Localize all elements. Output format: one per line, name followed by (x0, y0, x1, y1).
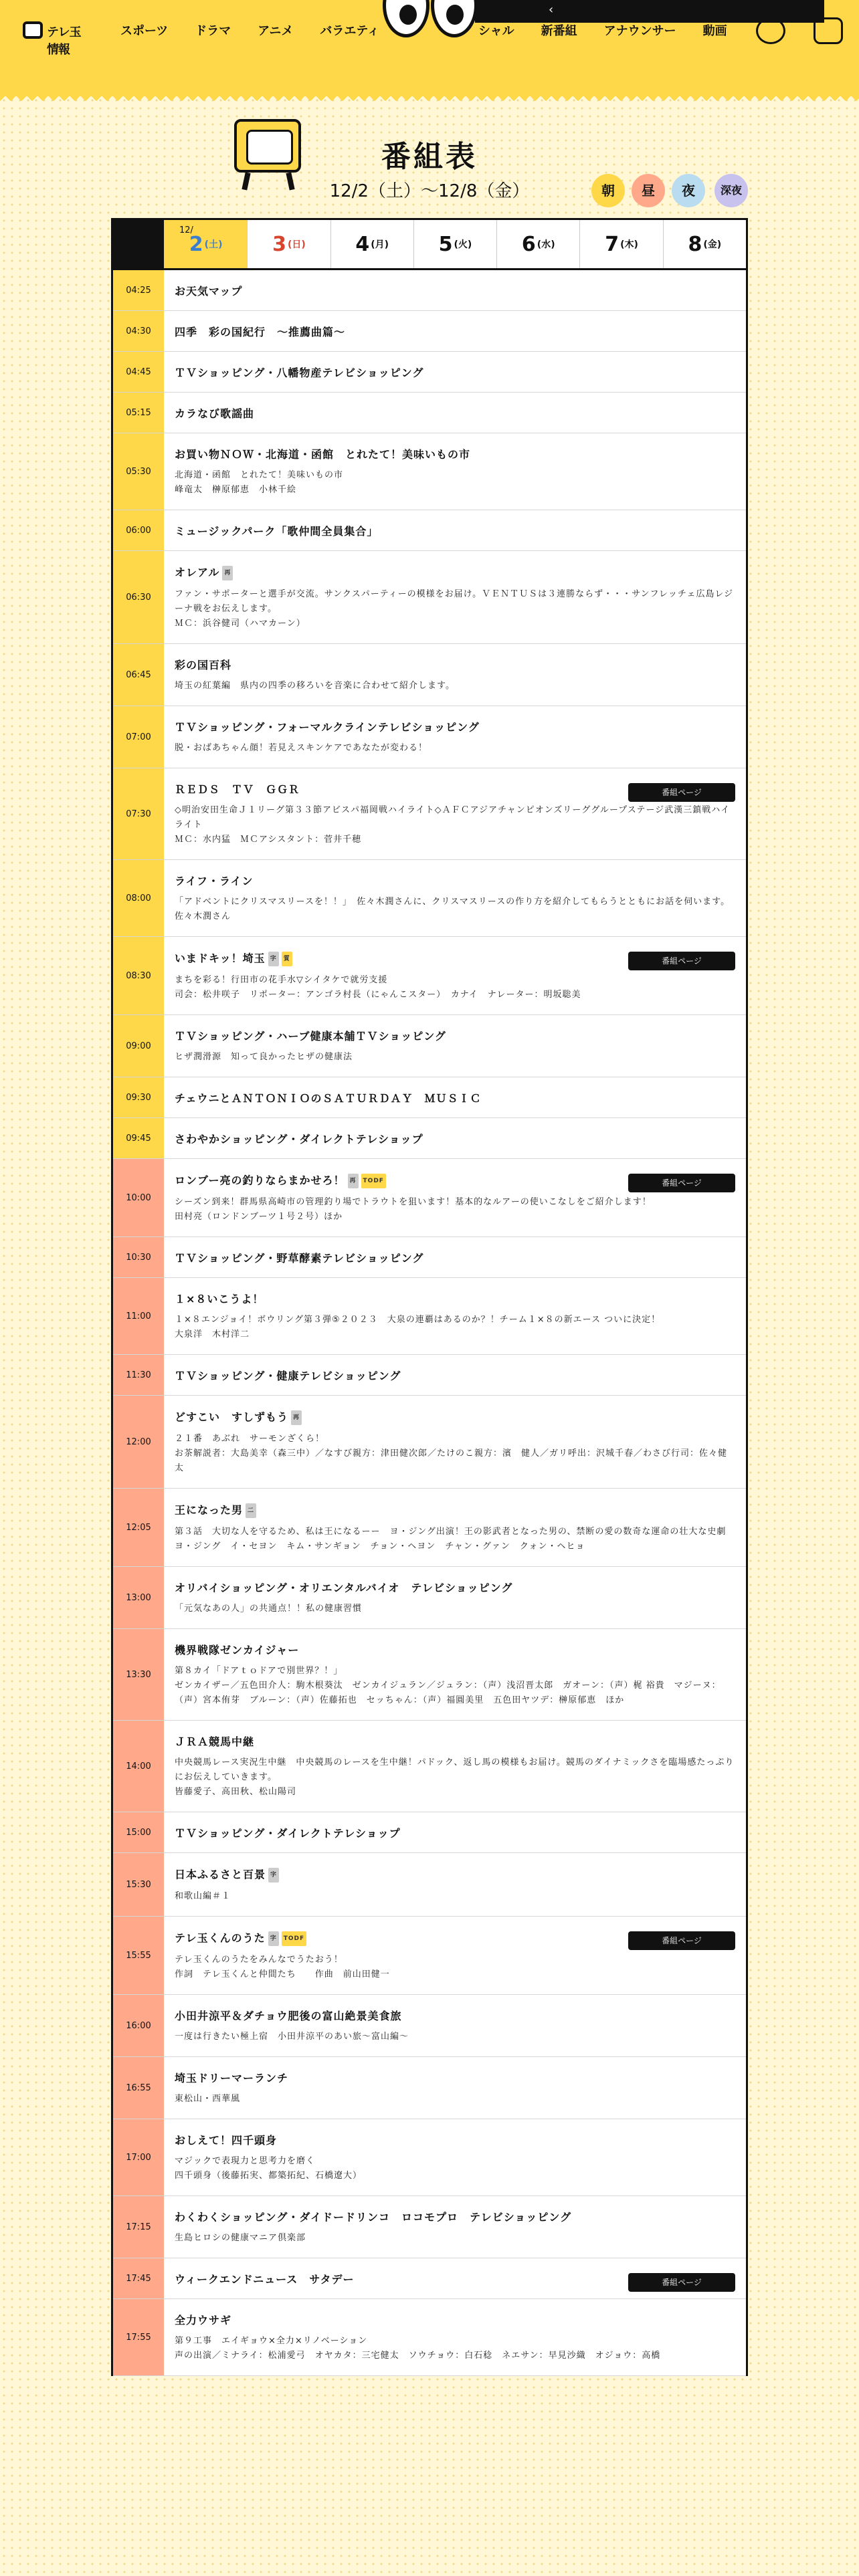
program-time: 04:25 (113, 270, 164, 310)
day-tab-number: 7 (605, 232, 619, 256)
program-title-text: カラなび歌謡曲 (175, 407, 255, 420)
program-row[interactable] (113, 2119, 746, 2196)
program-title[interactable] (175, 1827, 735, 1840)
program-row[interactable] (113, 311, 746, 352)
day-tab-weekday: (火) (454, 239, 472, 250)
program-description (175, 1432, 735, 1476)
title-area (0, 114, 859, 214)
day-tab-weekday: (土) (204, 239, 223, 250)
day-tab-number: 8 (688, 232, 702, 256)
program-row[interactable] (113, 2196, 746, 2258)
day-tab-month: 12/ (179, 225, 193, 235)
program-title[interactable] (175, 1092, 735, 1105)
program-title-text: わくわくショッピング・ダイドードリンコ ロコモプロ テレビショッピング (175, 2211, 572, 2224)
program-title-text: オリバイショッピング・オリエンタルバイオ テレビショッピング (175, 1582, 513, 1594)
program-row[interactable] (113, 1015, 746, 1077)
program-title[interactable] (175, 566, 735, 580)
program-description (175, 587, 735, 631)
program-title-text: １×８いこうよ！ (175, 1293, 264, 1305)
program-time: 15:30 (113, 1853, 164, 1916)
program-description (175, 2231, 735, 2246)
program-title-text: おしえて！四千頭身 (175, 2134, 278, 2147)
program-badge: 再 (222, 566, 233, 580)
day-tab-weekday: (日) (287, 239, 306, 250)
program-description (175, 1313, 735, 1342)
program-row[interactable] (113, 1237, 746, 1278)
program-title-text: どすこい すしずもう (175, 1410, 289, 1424)
program-time: 05:15 (113, 393, 164, 433)
program-title-text: ＴＶショッピング・八幡物産テレビショッピング (175, 366, 424, 379)
day-tab[interactable] (663, 220, 746, 268)
program-description-line: 四千頭身（後藤拓実、都築拓紀、石橋遼大） (175, 2171, 363, 2181)
program-title[interactable] (175, 1370, 735, 1383)
program-row[interactable] (113, 768, 746, 860)
program-title-text: ＴＶショッピング・ダイレクトテレショップ (175, 1827, 401, 1840)
program-info (164, 2119, 746, 2195)
program-row[interactable] (113, 1489, 746, 1567)
program-title-text: いまドキッ！埼玉 (175, 952, 266, 965)
timeband-button[interactable]: 朝 (591, 174, 625, 207)
program-time: 17:55 (113, 2299, 164, 2375)
program-info (164, 393, 746, 433)
program-description-line: ヨ・ジング イ・セヨン キム・サンギョン チョン・ヘヨン チャン・グァン クォン・ヘヒョ (175, 1541, 585, 1551)
program-time: 13:30 (113, 1629, 164, 1720)
program-badge: 字 (268, 1868, 279, 1883)
nav-item[interactable]: バラエティ (320, 24, 379, 38)
program-description-line: 「元気なあの人」の共通点！！私の健康習慣 (175, 1604, 363, 1614)
program-description-line: シーズン到来！群馬県高崎市の管理釣り場でトラウトを狙います！基本的なルアーの使いこなしをご紹介します！ (175, 1197, 652, 1207)
day-tab[interactable] (247, 220, 330, 268)
program-description (175, 1525, 735, 1554)
program-title[interactable] (175, 1133, 735, 1146)
program-description (175, 973, 735, 1002)
program-title-text: お買い物ＮＯＷ・北海道・函館 とれたて！美味いもの市 (175, 448, 471, 461)
program-title[interactable] (175, 525, 735, 538)
program-description (175, 1050, 735, 1065)
program-title-text: 彩の国百科 (175, 659, 232, 671)
program-title[interactable] (175, 448, 735, 461)
program-description-line: 一度は行きたい極上宿 小田井涼平のあい旅〜富山編〜 (175, 2032, 409, 2042)
program-title[interactable] (175, 2134, 735, 2147)
program-page-button[interactable]: 番組ページ (628, 783, 735, 802)
day-tabs (113, 218, 746, 270)
program-row[interactable] (113, 1567, 746, 1629)
program-badge: 再 (291, 1410, 302, 1425)
logo-text: テレ玉情報 (47, 25, 81, 57)
menu-icon[interactable] (814, 17, 843, 44)
program-description-line: 司会：松井咲子 リポーター：アンゴラ村長（にゃんこスター） カナイ ナレーター：明坂聡美 (175, 990, 581, 1000)
program-badge: 質 (282, 952, 292, 966)
program-description-line: ２１番 あぶれ サーモンざくら！ (175, 1434, 325, 1444)
program-title[interactable] (175, 1644, 735, 1657)
program-description (175, 2092, 735, 2107)
program-row[interactable] (113, 1396, 746, 1489)
program-info (164, 1917, 746, 1994)
program-description (175, 1602, 735, 1616)
program-description (175, 1755, 735, 1800)
program-description-line: ◇明治安田生命Ｊ１リーグ第３３節アビスパ福岡戦ハイライト◇ＡＦＣアジアチャンピオンズリーググループステージ武漢三鎮戦ハイライト (175, 805, 731, 830)
day-tab[interactable] (330, 220, 413, 268)
header-zigzag (0, 95, 859, 103)
program-row[interactable] (113, 1159, 746, 1237)
program-title-text: 全力ウサギ (175, 2314, 232, 2327)
program-info (164, 1995, 746, 2056)
site-logo[interactable] (19, 13, 86, 57)
program-badge: 字 (268, 952, 279, 966)
program-info (164, 2057, 746, 2119)
nav-item[interactable]: 新番組 (541, 24, 577, 38)
program-title[interactable] (175, 366, 735, 380)
search-icon[interactable] (756, 17, 785, 44)
program-title-text: 王になった男 (175, 1503, 244, 1517)
program-time: 15:55 (113, 1917, 164, 1994)
program-page-button[interactable]: 番組ページ (628, 1174, 735, 1192)
program-time: 16:55 (113, 2057, 164, 2119)
program-time: 11:30 (113, 1355, 164, 1395)
program-page-button[interactable]: 番組ページ (628, 2273, 735, 2292)
program-row[interactable] (113, 1077, 746, 1118)
program-info (164, 706, 746, 768)
program-title[interactable] (175, 326, 735, 339)
nav-item[interactable]: 動画 (702, 24, 727, 38)
program-description-line: 声の出演／ミナライ：松浦愛弓 オヤカタ：三宅健太 ソウチョウ：白石稔 ネエサン：早見沙織 オジョウ：高橋 (175, 2351, 661, 2361)
program-row[interactable] (113, 2057, 746, 2119)
program-info (164, 352, 746, 392)
program-description (175, 468, 735, 498)
program-description-line: お茶解説者：大島美幸（森三中）／なすび親方：津田健次郎／たけのこ親方：濱 健人／ガリ呼出：沢城千春／わさび行司：佐々健太 (175, 1448, 728, 1473)
program-time: 05:30 (113, 433, 164, 510)
program-info (164, 860, 746, 936)
nav-item[interactable]: アニメ (258, 24, 294, 38)
program-title-text: ＴＶショッピング・ハーブ健康本舗ＴＶショッピング (175, 1030, 446, 1043)
day-tab[interactable] (579, 220, 662, 268)
program-info (164, 270, 746, 310)
program-description (175, 679, 735, 693)
timeband-button[interactable]: 夜 (672, 174, 705, 207)
program-description-line: 峰竜太 榊原郁恵 小林千絵 (175, 485, 297, 495)
program-description-line: 佐々木潤さん (175, 911, 231, 922)
program-title-text: お天気マップ (175, 285, 243, 298)
program-title[interactable] (175, 2211, 735, 2224)
program-row[interactable] (113, 270, 746, 311)
program-description-line: １×８エンジョイ！ボウリング第３弾⑤２０２３ 大泉の連覇はあるのか？！チーム１×８の新エース ついに決定！ (175, 1315, 661, 1325)
program-description (175, 2334, 735, 2363)
program-info (164, 1077, 746, 1117)
day-tab-weekday: (月) (371, 239, 389, 250)
program-title-text: 機界戦隊ゼンカイジャー (175, 1644, 300, 1656)
program-description-line: ファン・サポーターと選手が交流。サンクスパーティーの模様をお届け。ＶＥＮＴＵＳは３連勝ならず・・・サンフレッチェ広島レジーナ戦をお伝えします。 (175, 589, 734, 614)
program-description-line: 田村亮（ロンドンブーツ１号２号）ほか (175, 1212, 343, 1222)
program-info (164, 510, 746, 550)
program-description-line: 埼玉の紅葉編 県内の四季の移ろいを音楽に合わせて紹介します。 (175, 681, 455, 691)
program-description-line: ＭＣ：浜谷健司（ハマカーン） (175, 619, 306, 629)
program-time: 09:45 (113, 1118, 164, 1158)
program-title-text: ウィークエンドニュース サタデー (175, 2273, 355, 2286)
program-title-text: ＪＲＡ競馬中継 (175, 1735, 255, 1748)
program-description-line: ヒザ潤滑源 知って良かったヒザの健康法 (175, 1052, 353, 1062)
program-info (164, 1629, 746, 1720)
program-row[interactable] (113, 510, 746, 551)
program-info (164, 937, 746, 1014)
program-title[interactable] (175, 1252, 735, 1265)
program-time: 17:00 (113, 2119, 164, 2195)
program-row[interactable] (113, 706, 746, 768)
day-tab-weekday: (木) (620, 239, 638, 250)
day-tab[interactable] (164, 220, 247, 268)
program-description (175, 1953, 735, 1982)
program-badge: TODF (361, 1174, 386, 1188)
program-info (164, 1853, 746, 1916)
program-title-text: さわやかショッピング・ダイレクトテレショップ (175, 1133, 423, 1146)
program-time: 17:45 (113, 2258, 164, 2298)
program-title-text: ＴＶショッピング・健康テレビショッピング (175, 1370, 401, 1382)
day-tab-weekday: (金) (703, 239, 722, 250)
program-title[interactable] (175, 721, 735, 734)
program-description-line: 「アドベントにクリスマスリースを！！」 佐々木潤さんに、クリスマスリースの作り方を紹介してもらうとともにお話を伺います。 (175, 897, 731, 907)
program-info (164, 2196, 746, 2258)
program-time: 07:00 (113, 706, 164, 768)
program-description-line: 大泉洋 木村洋二 (175, 1329, 250, 1339)
program-description-line: 第９工事 エイギョウ×全力×リノベーション (175, 2336, 368, 2346)
program-info (164, 433, 746, 510)
program-info (164, 768, 746, 859)
program-description-line: 和歌山編＃１ (175, 1891, 231, 1901)
program-description-line: ゼンカイザー／五色田介人：駒木根葵汰 ゼンカイジュラン／ジュラン：（声）浅沼晋太郎 ガオーン：（声）梶 裕貴 マジーヌ：（声）宮本侑芽 ブルーン：（声）佐藤拓也 セッちゃん：（声）福圓美里 五色田ヤツデ：榊原郁恵 ほか (175, 1681, 721, 1705)
program-title[interactable] (175, 2314, 735, 2327)
program-list (113, 270, 746, 2376)
program-info (164, 551, 746, 643)
program-title-text: ミュージックパーク「歌仲間全員集合」 (175, 525, 379, 538)
program-title[interactable] (175, 1735, 735, 1749)
program-badge: 再 (348, 1174, 359, 1188)
program-time: 17:15 (113, 2196, 164, 2258)
program-info (164, 1355, 746, 1395)
program-title[interactable] (175, 1030, 735, 1043)
program-time: 13:00 (113, 1567, 164, 1628)
program-description (175, 895, 735, 924)
main-nav (107, 23, 393, 40)
program-info (164, 1721, 746, 1812)
program-description-line: 北海道・函館 とれたて！美味いもの市 (175, 470, 344, 480)
program-title-text: 埼玉ドリーマーランチ (175, 2072, 289, 2084)
program-title-text: テレ玉くんのうた (175, 1931, 266, 1945)
program-badge: TODF (282, 1931, 306, 1946)
program-row[interactable] (113, 1355, 746, 1396)
program-title[interactable] (175, 2010, 735, 2023)
program-time: 15:00 (113, 1812, 164, 1852)
program-row[interactable] (113, 937, 746, 1015)
program-title-text: オレアル (175, 566, 220, 579)
program-info (164, 2258, 746, 2298)
program-title[interactable] (175, 2072, 735, 2085)
day-tab-number: 3 (272, 232, 286, 256)
program-info (164, 1015, 746, 1077)
program-info (164, 1159, 746, 1237)
site-header (0, 0, 859, 95)
program-description-line: 皆藤愛子、高田秋、松山陽司 (175, 1787, 297, 1797)
program-row[interactable] (113, 1721, 746, 1812)
program-description (175, 1889, 735, 1904)
program-time: 09:30 (113, 1077, 164, 1117)
program-row[interactable] (113, 1629, 746, 1721)
program-description-line: 東松山・西華風 (175, 2094, 241, 2104)
program-description-line: テレ玉くんのうたをみんなでうたおう！ (175, 1955, 343, 1965)
program-info (164, 1489, 746, 1566)
program-badge: 字 (268, 1931, 279, 1946)
program-page-button[interactable]: 番組ページ (628, 1931, 735, 1950)
program-info (164, 1396, 746, 1488)
program-description-line: 脱・おばあちゃん顔！若見えスキンケアであなたが変わる！ (175, 743, 428, 753)
program-description (175, 2030, 735, 2044)
program-time: 04:45 (113, 352, 164, 392)
page-title: 番組表 (381, 140, 478, 174)
program-row[interactable] (113, 860, 746, 937)
program-row[interactable] (113, 1853, 746, 1917)
nav-item[interactable]: シャル (478, 24, 514, 38)
program-info (164, 1278, 746, 1354)
program-description-line: 第８カイ「ドアｔｏドアで別世界？！」 (175, 1666, 343, 1676)
program-title-text: ライフ・ライン (175, 875, 254, 887)
program-row[interactable] (113, 2299, 746, 2376)
program-time: 06:45 (113, 644, 164, 706)
program-time: 07:30 (113, 768, 164, 859)
nav-item[interactable]: アナウンサー (603, 24, 676, 38)
program-info (164, 1567, 746, 1628)
program-title-text: チェウニとＡＮＴＯＮＩＯのＳＡＴＵＲＤＡＹ ＭＵＳＩＣ (175, 1092, 482, 1105)
day-tab[interactable] (496, 220, 579, 268)
program-row[interactable] (113, 1917, 746, 1995)
program-time: 08:00 (113, 860, 164, 936)
program-time: 14:00 (113, 1721, 164, 1812)
program-row[interactable] (113, 644, 746, 706)
program-row[interactable] (113, 1278, 746, 1355)
day-tab-number: 6 (521, 232, 536, 256)
program-description-line: マジックで表現力と思考力を磨く (175, 2156, 316, 2166)
nav-item[interactable]: ドラマ (195, 24, 231, 38)
program-title-text: ＴＶショッピング・野草酵素テレビショッピング (175, 1252, 424, 1265)
program-description (175, 2154, 735, 2183)
program-time: 10:00 (113, 1159, 164, 1237)
program-description-line: 生島ヒロシの健康マニア倶楽部 (175, 2233, 306, 2243)
day-tab-weekday: (水) (537, 239, 555, 250)
program-title[interactable] (175, 1410, 735, 1425)
program-row[interactable] (113, 2258, 746, 2299)
program-title[interactable] (175, 1868, 735, 1883)
program-time: 10:30 (113, 1237, 164, 1277)
schedule-table (111, 218, 748, 2376)
day-tab-number: 4 (355, 232, 370, 256)
program-title-text: ＴＶショッピング・フォーマルクラインテレビショッピング (175, 721, 480, 734)
program-row[interactable] (113, 352, 746, 393)
program-row[interactable] (113, 1995, 746, 2057)
program-time: 06:00 (113, 510, 164, 550)
program-title-text: 四季 彩の国紀行 〜推薦曲篇〜 (175, 326, 346, 338)
nav-item[interactable]: スポーツ (120, 24, 169, 38)
program-row[interactable] (113, 1118, 746, 1159)
program-badge: 二 (246, 1503, 256, 1518)
program-time: 09:00 (113, 1015, 164, 1077)
program-time: 06:30 (113, 551, 164, 643)
day-tabs-corner (113, 220, 164, 268)
day-tab[interactable] (413, 220, 496, 268)
program-title[interactable] (175, 1503, 735, 1518)
program-title[interactable] (175, 659, 735, 672)
program-title[interactable] (175, 1582, 735, 1595)
program-time: 12:00 (113, 1396, 164, 1488)
program-title[interactable] (175, 1293, 735, 1306)
banner-arrow-icon[interactable]: ‹ (549, 3, 554, 17)
program-title-text: 小田井涼平＆ダチョウ肥後の富山絶景美食旅 (175, 2010, 402, 2022)
program-info (164, 644, 746, 706)
program-time: 12:05 (113, 1489, 164, 1566)
date-range: 12/2（土）〜12/8（金） (329, 181, 530, 201)
program-description-line: 作詞 テレ玉くんと仲間たち 作曲 前山田健一 (175, 1969, 390, 1979)
program-info (164, 311, 746, 351)
program-info (164, 1237, 746, 1277)
program-row[interactable] (113, 393, 746, 433)
program-description (175, 1195, 735, 1224)
program-page-button[interactable]: 番組ページ (628, 952, 735, 970)
program-description (175, 741, 735, 756)
program-title-text: 日本ふるさと百景 (175, 1868, 266, 1881)
program-time: 11:00 (113, 1278, 164, 1354)
program-info (164, 1118, 746, 1158)
program-row[interactable] (113, 1812, 746, 1853)
day-tab-number: 2 (189, 232, 203, 256)
program-row[interactable] (113, 433, 746, 510)
program-title-text: ＲＥＤＳ ＴＶ ＧＧＲ (175, 783, 300, 796)
timeband-button[interactable]: 深夜 (714, 174, 748, 207)
main-nav-right (465, 23, 741, 40)
program-title[interactable] (175, 407, 735, 421)
program-description (175, 803, 735, 847)
program-info (164, 2299, 746, 2375)
program-time: 04:30 (113, 311, 164, 351)
program-title[interactable] (175, 875, 735, 888)
program-title[interactable] (175, 285, 735, 298)
program-title-text: ロンブー亮の釣りならまかせろ！ (175, 1174, 345, 1187)
program-description-line: 中央競馬レース実況生中継 中央競馬のレースを生中継！パドック、返し馬の模様もお届け。競馬のダイナミックさを臨場感たっぷりにお伝えしていきます。 (175, 1757, 735, 1782)
program-description-line: まちを彩る！行田市の花手水▽シイタケで就労支援 (175, 975, 388, 985)
mascot-eyes-icon (383, 0, 478, 40)
day-tab-number: 5 (438, 232, 453, 256)
program-description (175, 1664, 735, 1708)
logo-tv-icon (23, 21, 43, 39)
timeband-button[interactable]: 昼 (632, 174, 665, 207)
program-time: 08:30 (113, 937, 164, 1014)
program-time: 16:00 (113, 1995, 164, 2056)
program-row[interactable] (113, 551, 746, 644)
program-description-line: ＭＣ：水内猛 ＭＣアシスタント：菅井千穂 (175, 835, 362, 845)
program-info (164, 1812, 746, 1852)
program-description-line: 第３話 大切な人を守るため、私は王になるーー ヨ・ジング出演！王の影武者となった男の、禁断の愛の数奇な運命の壮大な史劇 (175, 1527, 727, 1537)
